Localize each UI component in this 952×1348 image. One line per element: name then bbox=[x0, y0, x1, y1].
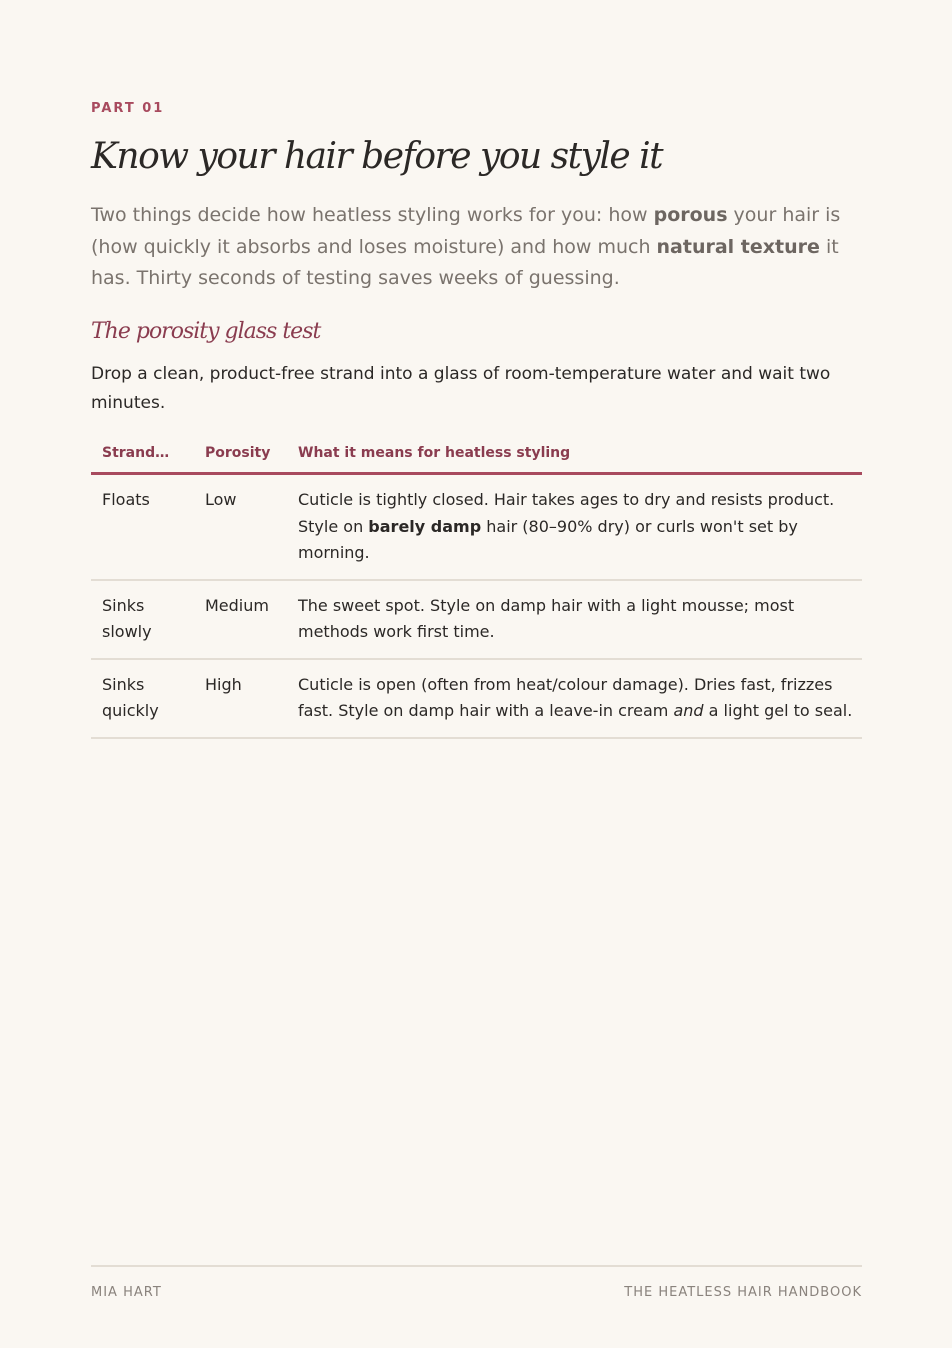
intro-paragraph bbox=[91, 200, 862, 295]
page-title: Know your hair before you style it bbox=[91, 136, 663, 177]
intro-emphasis-texture: natural texture bbox=[656, 235, 820, 258]
table-row bbox=[91, 474, 862, 580]
meaning-text: hair (80–90% dry) or curls won't set by morning. bbox=[298, 516, 798, 562]
column-header-strand: Strand… bbox=[91, 434, 194, 474]
footer-divider bbox=[91, 1265, 862, 1267]
intro-text: it has. Thirty seconds of testing saves weeks of guessing. bbox=[91, 235, 839, 289]
intro-text: your hair is (how quickly it absorbs and loses moisture) and how much bbox=[91, 204, 841, 258]
porosity-table bbox=[91, 434, 862, 739]
section-heading: The porosity glass test bbox=[91, 319, 321, 344]
porosity-cell: High bbox=[194, 659, 295, 738]
intro-text: Two things decide how heatless styling works for you: how bbox=[91, 204, 654, 226]
table-row bbox=[91, 580, 862, 659]
meaning-cell bbox=[295, 474, 862, 580]
meaning-cell bbox=[295, 659, 862, 738]
column-header-porosity: Porosity bbox=[194, 434, 295, 474]
meaning-text: The sweet spot. Style on damp hair with a light mousse; most methods work first time. bbox=[298, 595, 795, 641]
table-row bbox=[91, 659, 862, 738]
strand-cell: Sinks quickly bbox=[91, 659, 194, 738]
footer-book-title: THE HEATLESS HAIR HANDBOOK bbox=[624, 1285, 862, 1300]
meaning-emphasis: barely damp bbox=[368, 516, 482, 536]
meaning-text: Cuticle is open (often from heat/colour damage). Dries fast, frizzes fast. Style on damp hair with a leave-in cream bbox=[298, 674, 833, 720]
meaning-cell bbox=[295, 580, 862, 659]
meaning-text: Cuticle is tightly closed. Hair takes ages to dry and resists product. Style on bbox=[298, 490, 835, 536]
strand-cell: Sinks slowly bbox=[91, 580, 194, 659]
column-header-meaning: What it means for heatless styling bbox=[295, 434, 862, 474]
meaning-emphasis: and bbox=[673, 701, 704, 720]
porosity-cell: Medium bbox=[194, 580, 295, 659]
test-instructions: Drop a clean, product-free strand into a glass of room-temperature water and wait two minutes. bbox=[91, 364, 831, 413]
porosity-cell: Low bbox=[194, 474, 295, 580]
strand-cell: Floats bbox=[91, 474, 194, 580]
footer-author: MIA HART bbox=[91, 1285, 162, 1300]
meaning-text: a light gel to seal. bbox=[703, 701, 853, 720]
part-label: PART 01 bbox=[91, 101, 165, 116]
intro-emphasis-porous: porous bbox=[653, 204, 728, 226]
table-header-row bbox=[91, 434, 862, 474]
